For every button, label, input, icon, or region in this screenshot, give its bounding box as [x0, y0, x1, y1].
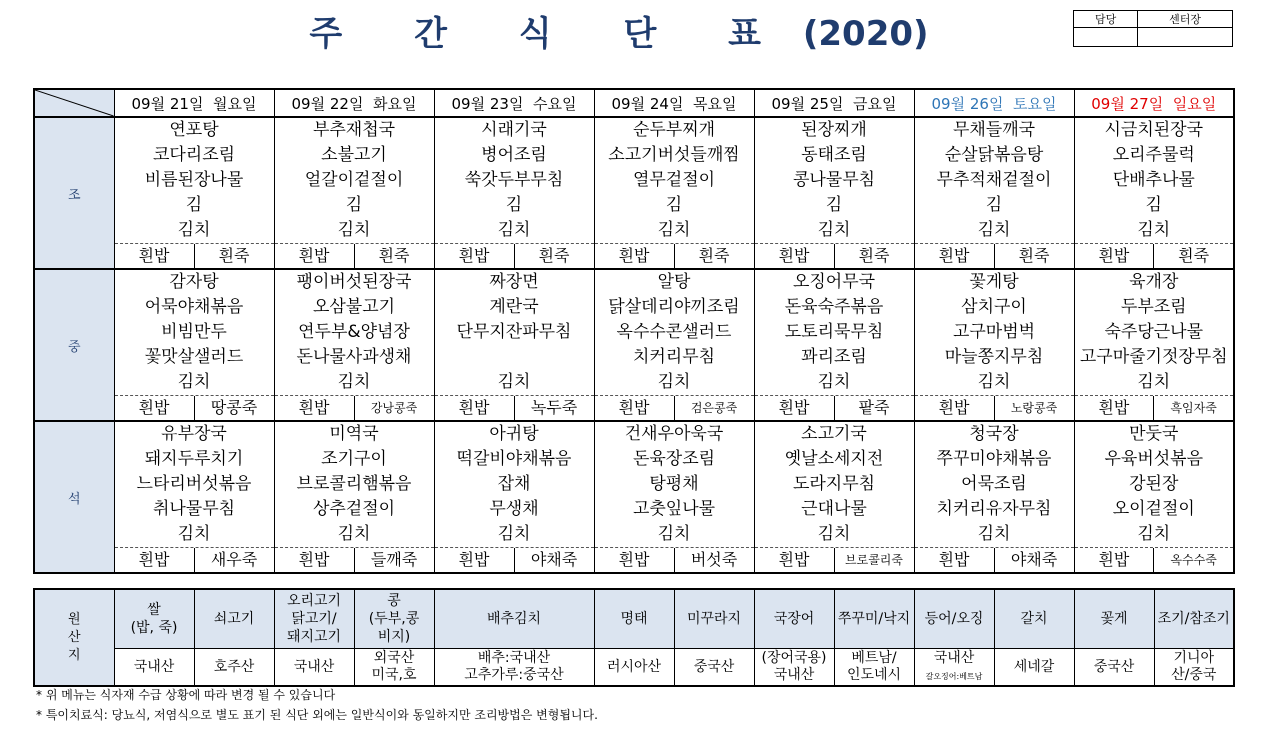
- day-of-week: 토요일: [1013, 94, 1057, 113]
- day-header-1: [114, 89, 274, 117]
- rice-item: 흰밥: [458, 246, 490, 265]
- rice-item: 흰밥: [298, 550, 330, 569]
- day-header-4: [594, 89, 754, 117]
- origin-value: (장어국용) 국내산: [754, 649, 834, 687]
- rice-item: 흰밥: [778, 550, 810, 569]
- dish-item: 알탕: [657, 272, 691, 292]
- dish-item: 순살닭볶음탕: [944, 145, 1044, 165]
- dish-item: 시래기국: [481, 120, 547, 140]
- dish-item: 김치: [177, 372, 211, 392]
- dish-item: 김치: [977, 372, 1011, 392]
- rice-item: 흰밥: [458, 550, 490, 569]
- dish-item: 김: [185, 195, 203, 215]
- rice-porridge-row: [915, 547, 1074, 572]
- rice-item: 흰밥: [298, 398, 330, 417]
- porridge-item: 버섯죽: [674, 548, 754, 572]
- dish-item: 느타리버섯볶음: [136, 474, 252, 494]
- dish-item: 어묵야채볶음: [144, 297, 244, 317]
- dish-item: 꽈리조림: [801, 347, 867, 367]
- rice-porridge-row: [915, 395, 1074, 420]
- origin-item: 배추김치: [434, 589, 594, 649]
- porridge-item: 옥수수죽: [1153, 548, 1233, 572]
- meal-label: 중: [34, 269, 114, 421]
- dish-item: 고춧잎나물: [632, 499, 716, 519]
- porridge-item: 야채죽: [514, 548, 594, 572]
- rice-item: 흰밥: [298, 246, 330, 265]
- dish-item: 얼갈이겉절이: [304, 170, 404, 190]
- dish-item: 김치: [1137, 524, 1171, 544]
- dish-item: 코다리조림: [152, 145, 236, 165]
- dish-item: 짜장면: [489, 272, 539, 292]
- dish-item: 무채들깨국: [952, 120, 1036, 140]
- rice-porridge-row: [595, 243, 754, 268]
- menu-cell: [434, 421, 594, 573]
- rice-item: 흰밥: [618, 550, 650, 569]
- menu-cell: [434, 269, 594, 421]
- approval-box: [1073, 10, 1233, 47]
- dish-item: 꽃맛살샐러드: [144, 347, 244, 367]
- rice-porridge-row: [275, 547, 434, 572]
- origin-item: 명태: [594, 589, 674, 649]
- dish-item: [435, 345, 594, 370]
- dish-item: 근대나물: [801, 499, 867, 519]
- origin-item: 미꾸라지: [674, 589, 754, 649]
- rice-item: 흰밥: [1098, 246, 1130, 265]
- dish-item: 옥수수콘샐러드: [616, 322, 732, 342]
- menu-cell: [274, 421, 434, 573]
- note-1: * 위 메뉴는 식자재 수급 상황에 따라 변경 될 수 있습니다: [36, 688, 336, 702]
- porridge-item: 들깨죽: [354, 548, 434, 572]
- title-main: 주 간 식 단 표: [309, 14, 791, 54]
- origin-value: 국내산: [274, 649, 354, 687]
- dish-item: 김치: [177, 524, 211, 544]
- dish-item: 김치: [657, 220, 691, 240]
- porridge-item: 흰죽: [354, 244, 434, 268]
- day-date: 09월 26일: [931, 94, 1004, 113]
- dish-item: 김치: [657, 372, 691, 392]
- dish-item: 치커리무침: [632, 347, 716, 367]
- origin-item: 쌀 (밥, 죽): [114, 589, 194, 649]
- origin-item: 조기/참조기: [1154, 589, 1234, 649]
- origin-item: 콩 (두부,콩 비지): [354, 589, 434, 649]
- origin-item: 오리고기 닭고기/ 돼지고기: [274, 589, 354, 649]
- dish-item: 소고기국: [801, 424, 867, 444]
- origin-value: 중국산: [674, 649, 754, 687]
- rice-porridge-row: [435, 395, 594, 420]
- day-date: 09월 24일: [611, 94, 684, 113]
- porridge-item: 녹두죽: [514, 396, 594, 420]
- dish-item: 두부조림: [1120, 297, 1187, 317]
- rice-porridge-row: [1075, 243, 1234, 268]
- header-corner-cell: [34, 89, 114, 117]
- rice-item: 흰밥: [1098, 550, 1130, 569]
- rice-item: 흰밥: [778, 398, 810, 417]
- approval-director-sign[interactable]: [1138, 28, 1233, 47]
- dish-item: 김: [1145, 195, 1162, 215]
- dish-item: 청국장: [969, 424, 1019, 444]
- rice-porridge-row: [595, 395, 754, 420]
- dish-item: 계란국: [489, 297, 539, 317]
- dish-item: 김치: [817, 524, 851, 544]
- menu-cell: [114, 117, 274, 269]
- origin-value: 호주산: [194, 649, 274, 687]
- rice-porridge-row: [115, 547, 274, 572]
- origin-item: 꽃게: [1074, 589, 1154, 649]
- porridge-item: 브로콜리죽: [834, 548, 914, 572]
- menu-cell: [594, 269, 754, 421]
- meal-row: [34, 117, 1234, 269]
- porridge-item: 흰죽: [834, 244, 914, 268]
- rice-porridge-row: [755, 395, 914, 420]
- dish-item: 김: [345, 195, 363, 215]
- approval-staff-sign[interactable]: [1074, 28, 1138, 47]
- meal-row: [34, 421, 1234, 573]
- rice-item: 흰밥: [778, 246, 810, 265]
- dish-item: 김치: [177, 220, 211, 240]
- dish-item: 숙주당근나물: [1104, 322, 1204, 342]
- porridge-item: 흰죽: [674, 244, 754, 268]
- porridge-item: 야채죽: [994, 548, 1074, 572]
- porridge-item: 흑임자죽: [1153, 396, 1233, 420]
- dish-item: 삼치구이: [961, 297, 1027, 317]
- origin-value: 중국산: [1074, 649, 1154, 687]
- menu-cell: [114, 269, 274, 421]
- day-of-week: 일요일: [1172, 94, 1217, 113]
- origin-value: 기니아 산/중국: [1154, 649, 1234, 687]
- day-of-week: 수요일: [533, 94, 577, 113]
- dish-item: 콩나물무침: [792, 170, 876, 190]
- dish-item: 어묵조림: [961, 474, 1027, 494]
- dish-item: 김치: [497, 220, 531, 240]
- dish-item: 김치: [817, 220, 851, 240]
- rice-porridge-row: [755, 243, 914, 268]
- menu-cell: [914, 421, 1074, 573]
- dish-item: 팽이버섯된장국: [296, 272, 412, 292]
- dish-item: 취나물무침: [152, 499, 236, 519]
- dish-item: 옛날소세지전: [784, 449, 884, 469]
- day-header-5: [754, 89, 914, 117]
- rice-porridge-row: [115, 395, 274, 420]
- dish-item: 부추재첩국: [312, 120, 396, 140]
- dish-item: 김치: [977, 220, 1011, 240]
- porridge-item: 검은콩죽: [674, 396, 754, 420]
- dish-item: 병어조림: [481, 145, 547, 165]
- origin-value: 국내산: [114, 649, 194, 687]
- dish-item: 김: [505, 195, 523, 215]
- rice-item: 흰밥: [938, 246, 970, 265]
- dish-item: 순두부찌개: [632, 120, 716, 140]
- porridge-item: 흰죽: [994, 244, 1074, 268]
- meal-label: 조: [34, 117, 114, 269]
- origin-value: 외국산 미국,호: [354, 649, 434, 687]
- menu-cell: [1074, 117, 1234, 269]
- dish-item: 미역국: [329, 424, 379, 444]
- dish-item: 돈육장조림: [632, 449, 716, 469]
- diagonal-line: [35, 90, 114, 116]
- dish-item: 김치: [1137, 220, 1171, 240]
- day-date: 09월 25일: [771, 94, 844, 113]
- dish-item: 쭈꾸미야채볶음: [936, 449, 1052, 469]
- rice-item: 흰밥: [138, 550, 170, 569]
- dish-item: 김치: [977, 524, 1011, 544]
- dish-item: 마늘쫑지무침: [944, 347, 1044, 367]
- rice-porridge-row: [1075, 547, 1234, 572]
- rice-porridge-row: [435, 243, 594, 268]
- dish-item: 단배추나물: [1112, 170, 1195, 190]
- dish-item: 무추적채겉절이: [936, 170, 1052, 190]
- dish-item: 돈육숙주볶음: [784, 297, 884, 317]
- origin-item: 갈치: [994, 589, 1074, 649]
- porridge-item: 노랑콩죽: [994, 396, 1074, 420]
- dish-item: 오삼불고기: [312, 297, 396, 317]
- porridge-item: 팥죽: [834, 396, 914, 420]
- dish-item: 유부장국: [161, 424, 227, 444]
- rice-item: 흰밥: [618, 398, 650, 417]
- rice-item: 흰밥: [938, 550, 970, 569]
- approval-director-label: 센터장: [1138, 11, 1233, 28]
- origin-value: 국내산 갈오징어:베트남: [914, 649, 994, 687]
- menu-cell: [914, 269, 1074, 421]
- dish-item: 단무지잔파무침: [456, 322, 572, 342]
- dish-item: 김치: [497, 372, 531, 392]
- rice-item: 흰밥: [1098, 398, 1130, 417]
- origin-value: 세네갈: [994, 649, 1074, 687]
- day-date: 09월 27일: [1091, 94, 1164, 113]
- day-header-3: [434, 89, 594, 117]
- menu-cell: [114, 421, 274, 573]
- origin-item: 쇠고기: [194, 589, 274, 649]
- dish-item: 동태조림: [801, 145, 867, 165]
- menu-cell: [754, 269, 914, 421]
- title-year: (2020): [802, 14, 929, 54]
- dish-item: 만둣국: [1129, 424, 1179, 444]
- weekly-menu-table: [33, 88, 1235, 574]
- dish-item: 연포탕: [169, 120, 219, 140]
- dish-item: 감자탕: [169, 272, 219, 292]
- dish-item: 오징어무국: [792, 272, 876, 292]
- day-of-week: 월요일: [213, 94, 257, 113]
- dish-item: 김: [665, 195, 683, 215]
- dish-item: 돈나물사과생채: [296, 347, 412, 367]
- origin-value: 배추:국내산 고추가루:중국산: [434, 649, 594, 687]
- day-date: 09월 23일: [451, 94, 524, 113]
- dish-item: 아귀탕: [489, 424, 539, 444]
- dish-item: 조기구이: [321, 449, 387, 469]
- menu-cell: [274, 269, 434, 421]
- origin-item: 국장어: [754, 589, 834, 649]
- day-date: 09월 21일: [131, 94, 204, 113]
- porridge-item: 흰죽: [194, 244, 274, 268]
- origin-value: 러시아산: [594, 649, 674, 687]
- dish-item: 소고기버섯들깨찜: [608, 145, 740, 165]
- day-header-2: [274, 89, 434, 117]
- note-2: * 특이치료식: 당뇨식, 저염식으로 별도 표기 된 식단 외에는 일반식이와 동일하지만 조리방법은 변형됩니다.: [36, 708, 598, 722]
- dish-item: 도토리묵무침: [784, 322, 884, 342]
- origin-value: 베트남/ 인도네시: [834, 649, 914, 687]
- dish-item: 연두부&양념장: [298, 322, 410, 342]
- rice-item: 흰밥: [938, 398, 970, 417]
- porridge-item: 강낭콩죽: [354, 396, 434, 420]
- day-of-week: 화요일: [373, 94, 417, 113]
- dish-item: 김: [825, 195, 843, 215]
- dish-item: 브로콜리햄볶음: [296, 474, 412, 494]
- rice-porridge-row: [915, 243, 1074, 268]
- rice-item: 흰밥: [458, 398, 490, 417]
- dish-item: 비름된장나물: [144, 170, 244, 190]
- origin-item: 쭈꾸미/낙지: [834, 589, 914, 649]
- dish-item: 된장찌개: [801, 120, 867, 140]
- menu-cell: [594, 117, 754, 269]
- menu-cell: [434, 117, 594, 269]
- dish-item: 건새우아욱국: [624, 424, 724, 444]
- menu-cell: [914, 117, 1074, 269]
- page-title: [0, 6, 1238, 55]
- menu-cell: [594, 421, 754, 573]
- dish-item: 떡갈비야채볶음: [456, 449, 572, 469]
- approval-staff-label: 담당: [1074, 11, 1138, 28]
- dish-item: 고구마줄기젓장무침: [1079, 347, 1228, 367]
- origin-table: [33, 588, 1235, 687]
- day-date: 09월 22일: [291, 94, 364, 113]
- dish-item: 육개장: [1129, 272, 1179, 292]
- menu-cell: [754, 117, 914, 269]
- porridge-item: 새우죽: [194, 548, 274, 572]
- dish-item: 김치: [337, 220, 371, 240]
- dish-item: 상추겉절이: [312, 499, 396, 519]
- rice-porridge-row: [275, 243, 434, 268]
- dish-item: 김치: [817, 372, 851, 392]
- dish-item: 강된장: [1129, 474, 1179, 494]
- dish-item: 열무겉절이: [632, 170, 716, 190]
- dish-item: 꽃게탕: [969, 272, 1019, 292]
- rice-item: 흰밥: [138, 398, 170, 417]
- day-of-week: 목요일: [693, 94, 737, 113]
- day-header-7: [1074, 89, 1234, 117]
- meal-label: 석: [34, 421, 114, 573]
- dish-item: 닭살데리야끼조림: [608, 297, 740, 317]
- rice-item: 흰밥: [618, 246, 650, 265]
- rice-item: 흰밥: [138, 246, 170, 265]
- dish-item: 김치: [657, 524, 691, 544]
- rice-porridge-row: [275, 395, 434, 420]
- dish-item: 오리주물럭: [1112, 145, 1195, 165]
- dish-item: 무생채: [489, 499, 539, 519]
- menu-cell: [1074, 421, 1234, 573]
- dish-item: 도라지무침: [792, 474, 876, 494]
- dish-item: 김치: [497, 524, 531, 544]
- dish-item: 시금치된장국: [1104, 120, 1204, 140]
- dish-item: 비빔만두: [161, 322, 227, 342]
- porridge-item: 땅콩죽: [194, 396, 274, 420]
- rice-porridge-row: [435, 547, 594, 572]
- dish-item: 소불고기: [321, 145, 387, 165]
- dish-item: 김: [985, 195, 1003, 215]
- dish-item: 김치: [1137, 372, 1171, 392]
- dish-item: 탕평채: [649, 474, 699, 494]
- dish-item: 치커리유자무침: [936, 499, 1052, 519]
- menu-cell: [754, 421, 914, 573]
- rice-porridge-row: [595, 547, 754, 572]
- rice-porridge-row: [115, 243, 274, 268]
- porridge-item: 흰죽: [1153, 244, 1233, 268]
- dish-item: 오이겉절이: [1112, 499, 1195, 519]
- day-header-6: [914, 89, 1074, 117]
- menu-cell: [1074, 269, 1234, 421]
- dish-item: 고구마범벅: [952, 322, 1036, 342]
- dish-item: 쑥갓두부무침: [464, 170, 564, 190]
- dish-item: 우육버섯볶음: [1104, 449, 1204, 469]
- origin-item: 등어/오징: [914, 589, 994, 649]
- porridge-item: 흰죽: [514, 244, 594, 268]
- rice-porridge-row: [1075, 395, 1234, 420]
- menu-cell: [274, 117, 434, 269]
- dish-item: 잡채: [497, 474, 531, 494]
- dish-item: 김치: [337, 372, 371, 392]
- dish-item: 김치: [337, 524, 371, 544]
- origin-label: 원 산 지: [34, 589, 114, 686]
- dish-item: 돼지두루치기: [144, 449, 244, 469]
- meal-row: [34, 269, 1234, 421]
- day-of-week: 금요일: [853, 94, 897, 113]
- rice-porridge-row: [755, 547, 914, 572]
